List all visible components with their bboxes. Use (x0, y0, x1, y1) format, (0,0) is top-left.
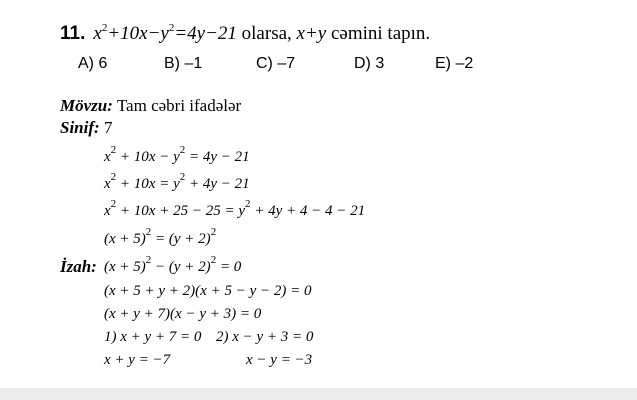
solution-case-1: 1) x + y + 7 = 0 (104, 329, 202, 345)
solution-step-1: $x^2 + 10x - y^2 = 4y - 21$ (104, 144, 250, 165)
topic-value: Tam cəbri ifadələr (116, 96, 242, 115)
solution-step-5: $(x + 5)^2 - (y + 2)^2 = 0$ (104, 254, 242, 275)
solution-result-1: x + y = −7 (104, 352, 171, 368)
explanation-label: İzah: (60, 257, 97, 276)
solution-result-2: x − y = −3 (246, 352, 313, 368)
choice-c[interactable]: C) –7 (256, 55, 296, 72)
choice-e[interactable]: E) –2 (435, 55, 474, 72)
grade-value: 7 (103, 118, 113, 137)
bottom-bar (0, 388, 637, 400)
question-expression: x+y (296, 23, 327, 44)
solution-step-3: $x^2 + 10x + 25 - 25 = y^2 + 4y + 4 - 4 - 21$ (104, 198, 366, 219)
solution-case-2: 2) x − y + 3 = 0 (216, 329, 314, 345)
choice-a[interactable]: A) 6 (78, 55, 108, 72)
question-text: olarsa, (241, 23, 292, 44)
solution-step-6: (x + 5 + y + 2)(x + 5 − y − 2) = 0 (104, 283, 312, 299)
grade-key: Sinif: (60, 118, 100, 137)
topic-key: Mövzu: (60, 96, 113, 115)
question-equation: $x^2+10x-y^2=4y-21$ (93, 22, 237, 44)
choice-b[interactable]: B) –1 (164, 55, 203, 72)
grade-line (60, 118, 112, 138)
solution-step-7: (x + y + 7)(x − y + 3) = 0 (104, 306, 262, 322)
question-number: 11. (60, 23, 86, 44)
solution-step-2: $x^2 + 10x = y^2 + 4y - 21$ (104, 171, 250, 192)
choice-d[interactable]: D) 3 (354, 55, 385, 72)
question-line (60, 22, 430, 46)
question-text-end: cəmini tapın. (330, 23, 431, 44)
solution-step-4: $(x + 5)^2 = (y + 2)^2$ (104, 226, 217, 247)
topic-line (60, 96, 241, 116)
